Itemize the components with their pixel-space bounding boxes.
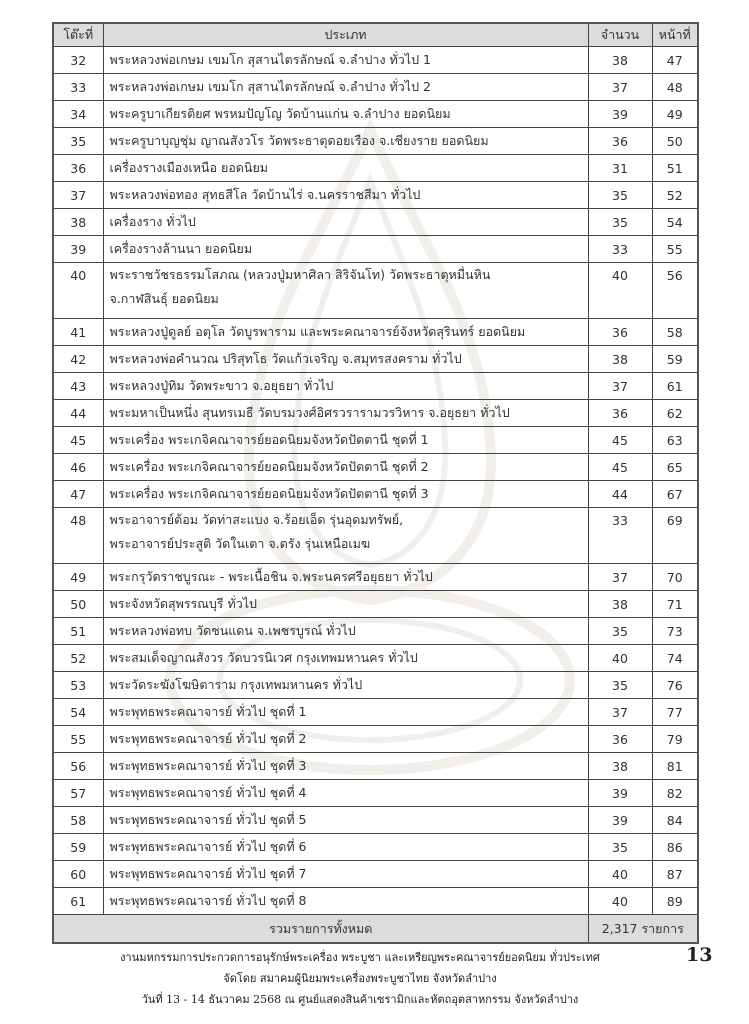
row-table-no: 54 [53,699,103,726]
row-category-line: พระกรุวัดราชบูรณะ - พระเนื้อชิน จ.พระนครศรีอยุธยา ทั่วไป [109,569,433,584]
row-category-line: พระหลวงพ่อทบ วัดชนแดน จ.เพชรบูรณ์ ทั่วไป [109,623,356,638]
row-count: 35 [588,209,652,236]
page-number: 13 [686,944,713,966]
header-page: หน้าที่ [652,23,698,47]
row-category-line: พระหลวงพ่อเกษม เขมโก สุสานไตรลักษณ์ จ.ลำปาง ทั่วไป 2 [109,79,431,94]
header-table-no: โต๊ะที่ [53,23,103,47]
row-table-no: 52 [53,645,103,672]
row-count: 38 [588,47,652,74]
row-count: 40 [588,645,652,672]
row-table-no: 43 [53,373,103,400]
row-page: 79 [652,726,698,753]
row-table-no: 38 [53,209,103,236]
row-page: 74 [652,645,698,672]
table-row [53,373,698,400]
row-count: 44 [588,481,652,508]
row-category-line: พระสมเด็จญาณสังวร วัดบวรนิเวศ กรุงเทพมหานคร ทั่วไป [109,650,418,665]
table-row [53,454,698,481]
row-category [103,373,588,400]
row-category-line: พระพุทธพระคณาจารย์ ทั่วไป ชุดที่ 6 [109,839,307,854]
row-category [103,672,588,699]
row-page: 48 [652,74,698,101]
table-row [53,888,698,915]
table-row [53,236,698,263]
row-count: 35 [588,182,652,209]
row-page: 81 [652,753,698,780]
row-page: 61 [652,373,698,400]
table-row [53,834,698,861]
row-category [103,807,588,834]
row-category [103,888,588,915]
row-count: 39 [588,807,652,834]
row-page: 58 [652,319,698,346]
row-count: 38 [588,591,652,618]
table-row [53,564,698,591]
footer-date-venue: วันที่ 13 - 14 ธันวาคม 2568 ณ ศูนย์แสดงสินค้าเซรามิกและหัตถอุตสาหกรรม จังหวัดลำปาง [141,993,579,1006]
row-category [103,182,588,209]
table-row [53,672,698,699]
row-category [103,47,588,74]
row-category [103,699,588,726]
row-table-no: 40 [53,263,103,319]
row-category [103,834,588,861]
total-row [53,915,698,944]
row-count: 37 [588,564,652,591]
row-page: 52 [652,182,698,209]
row-page: 82 [652,780,698,807]
row-category [103,400,588,427]
row-page: 67 [652,481,698,508]
row-category-line: พระเครื่อง พระเกจิคณาจารย์ยอดนิยมจังหวัดปัตตานี ชุดที่ 1 [109,432,429,447]
row-count: 31 [588,155,652,182]
table-row [53,209,698,236]
row-count: 35 [588,618,652,645]
total-label: รวมรายการทั้งหมด [53,915,588,944]
row-category [103,780,588,807]
table-row [53,182,698,209]
row-table-no: 51 [53,618,103,645]
table-row [53,591,698,618]
table-row [53,427,698,454]
row-table-no: 47 [53,481,103,508]
table-header-row [53,23,698,47]
row-category [103,454,588,481]
row-category-line: พระหลวงพ่อเกษม เขมโก สุสานไตรลักษณ์ จ.ลำปาง ทั่วไป 1 [109,52,431,67]
row-count: 40 [588,861,652,888]
row-count: 45 [588,454,652,481]
row-category-line: พระครูบาบุญชุ่ม ญาณสังวโร วัดพระธาตุดอยเรือง จ.เชียงราย ยอดนิยม [109,133,489,148]
row-page: 55 [652,236,698,263]
row-category-line: พระเครื่อง พระเกจิคณาจารย์ยอดนิยมจังหวัดปัตตานี ชุดที่ 3 [109,486,429,501]
row-category-line: พระเครื่อง พระเกจิคณาจารย์ยอดนิยมจังหวัดปัตตานี ชุดที่ 2 [109,459,429,474]
row-count: 37 [588,373,652,400]
table-row [53,128,698,155]
row-category [103,481,588,508]
row-count: 40 [588,263,652,319]
row-table-no: 58 [53,807,103,834]
row-count: 36 [588,400,652,427]
row-category-line: พระหลวงปู่ทิม วัดพระขาว จ.อยุธยา ทั่วไป [109,378,334,393]
row-table-no: 59 [53,834,103,861]
row-table-no: 35 [53,128,103,155]
table-row [53,618,698,645]
row-table-no: 34 [53,101,103,128]
row-page: 50 [652,128,698,155]
row-page: 71 [652,591,698,618]
row-table-no: 42 [53,346,103,373]
row-category-line: พระวัดระฆังโฆษิตาราม กรุงเทพมหานคร ทั่วไป [109,677,363,692]
row-category-line: พระพุทธพระคณาจารย์ ทั่วไป ชุดที่ 2 [109,731,307,746]
row-table-no: 39 [53,236,103,263]
row-category-line: พระพุทธพระคณาจารย์ ทั่วไป ชุดที่ 1 [109,704,307,719]
row-table-no: 44 [53,400,103,427]
row-category [103,209,588,236]
row-category-line: เครื่องรางเมืองเหนือ ยอดนิยม [109,160,269,175]
row-category [103,645,588,672]
row-category-line: พระพุทธพระคณาจารย์ ทั่วไป ชุดที่ 5 [109,812,307,827]
row-table-no: 33 [53,74,103,101]
row-category [103,861,588,888]
row-count: 37 [588,699,652,726]
row-count: 35 [588,834,652,861]
row-page: 87 [652,861,698,888]
row-category-line: พระพุทธพระคณาจารย์ ทั่วไป ชุดที่ 7 [109,866,307,881]
row-count: 39 [588,780,652,807]
table-row [53,101,698,128]
table-row [53,263,698,319]
row-table-no: 53 [53,672,103,699]
row-category [103,263,588,319]
row-category-line: จ.กาฬสินธุ์ ยอดนิยม [109,291,219,306]
row-count: 36 [588,726,652,753]
row-count: 36 [588,128,652,155]
row-category [103,319,588,346]
footer-event-title: งานมหกรรมการประกวดการอนุรักษ์พระเครื่อง พระบูชา และเหรียญพระคณาจารย์ยอดนิยม ทั่วประเทศ [120,951,600,964]
row-category [103,564,588,591]
row-table-no: 55 [53,726,103,753]
table-row [53,699,698,726]
row-page: 86 [652,834,698,861]
row-page: 69 [652,508,698,564]
page-footer [100,947,620,1010]
table-row [53,807,698,834]
row-page: 77 [652,699,698,726]
header-category: ประเภท [103,23,588,47]
row-page: 63 [652,427,698,454]
row-table-no: 41 [53,319,103,346]
row-page: 89 [652,888,698,915]
row-category-line: พระราชวัชรธรรมโสภณ (หลวงปู่มหาศิลา สิริจันโท) วัดพระธาตุหมื่นหิน [109,267,491,282]
row-category-line: พระครูบาเกียรติยศ พรหมปัญโญ วัดบ้านแก่น จ.ลำปาง ยอดนิยม [109,106,451,121]
total-value: 2,317 รายการ [588,915,698,944]
row-count: 38 [588,753,652,780]
row-category [103,726,588,753]
table-row [53,861,698,888]
table-row [53,780,698,807]
row-page: 54 [652,209,698,236]
row-table-no: 32 [53,47,103,74]
row-category-line: พระจังหวัดสุพรรณบุรี ทั่วไป [109,596,257,611]
footer-organizer: จัดโดย สมาคมผู้นิยมพระเครื่องพระบูชาไทย จังหวัดลำปาง [223,972,497,985]
row-table-no: 50 [53,591,103,618]
row-page: 70 [652,564,698,591]
row-page: 76 [652,672,698,699]
table-row [53,74,698,101]
row-category-line: พระหลวงพ่อทอง สุทธสีโล วัดบ้านไร่ จ.นครราชสีมา ทั่วไป [109,187,421,202]
table-row [53,155,698,182]
table-row [53,508,698,564]
row-category [103,508,588,564]
row-page: 84 [652,807,698,834]
row-count: 35 [588,672,652,699]
row-table-no: 48 [53,508,103,564]
row-table-no: 37 [53,182,103,209]
row-page: 59 [652,346,698,373]
row-category [103,128,588,155]
row-category [103,346,588,373]
table-row [53,481,698,508]
table-row [53,319,698,346]
row-table-no: 57 [53,780,103,807]
row-category [103,427,588,454]
row-table-no: 46 [53,454,103,481]
table-row [53,726,698,753]
row-count: 40 [588,888,652,915]
table-row [53,645,698,672]
row-count: 39 [588,101,652,128]
row-count: 33 [588,236,652,263]
row-category-line: เครื่องรางล้านนา ยอดนิยม [109,241,253,256]
table-row [53,753,698,780]
row-page: 73 [652,618,698,645]
row-count: 45 [588,427,652,454]
table-row [53,47,698,74]
row-table-no: 36 [53,155,103,182]
row-page: 65 [652,454,698,481]
row-table-no: 45 [53,427,103,454]
row-count: 36 [588,319,652,346]
row-page: 51 [652,155,698,182]
row-category-line: เครื่องราง ทั่วไป [109,214,196,229]
row-page: 49 [652,101,698,128]
row-category-line: พระอาจารย์ต้อม วัดท่าสะแบง จ.ร้อยเอ็ด รุ่นอุดมทรัพย์, [109,512,404,527]
row-category-line: พระพุทธพระคณาจารย์ ทั่วไป ชุดที่ 3 [109,758,307,773]
row-category [103,101,588,128]
row-table-no: 61 [53,888,103,915]
header-count: จำนวน [588,23,652,47]
row-category-line: พระพุทธพระคณาจารย์ ทั่วไป ชุดที่ 8 [109,893,307,908]
catalog-table [52,22,699,944]
row-category [103,591,588,618]
row-category [103,236,588,263]
table-row [53,346,698,373]
row-count: 38 [588,346,652,373]
row-count: 37 [588,74,652,101]
row-page: 56 [652,263,698,319]
row-category-line: พระพุทธพระคณาจารย์ ทั่วไป ชุดที่ 4 [109,785,307,800]
row-category [103,618,588,645]
row-category-line: พระหลวงพ่อคำนวณ ปริสุทโธ วัดแก้วเจริญ จ.สมุทรสงคราม ทั่วไป [109,351,462,366]
row-count: 33 [588,508,652,564]
row-table-no: 49 [53,564,103,591]
row-category-line: พระอาจารย์ประสูติ วัดในเตา จ.ตรัง รุ่นเหนือเมฆ [109,536,371,551]
row-category [103,753,588,780]
row-category [103,155,588,182]
row-category-line: พระหลวงปู่ดูลย์ อตุโล วัดบูรพาราม และพระคณาจารย์จังหวัดสุรินทร์ ยอดนิยม [109,324,526,339]
row-page: 47 [652,47,698,74]
row-page: 62 [652,400,698,427]
row-table-no: 60 [53,861,103,888]
table-row [53,400,698,427]
row-category-line: พระมหาเป็นหนึ่ง สุนทรเมธี วัดบรมวงศ์อิศรวรารามวรวิหาร จ.อยุธยา ทั่วไป [109,405,510,420]
row-table-no: 56 [53,753,103,780]
row-category [103,74,588,101]
